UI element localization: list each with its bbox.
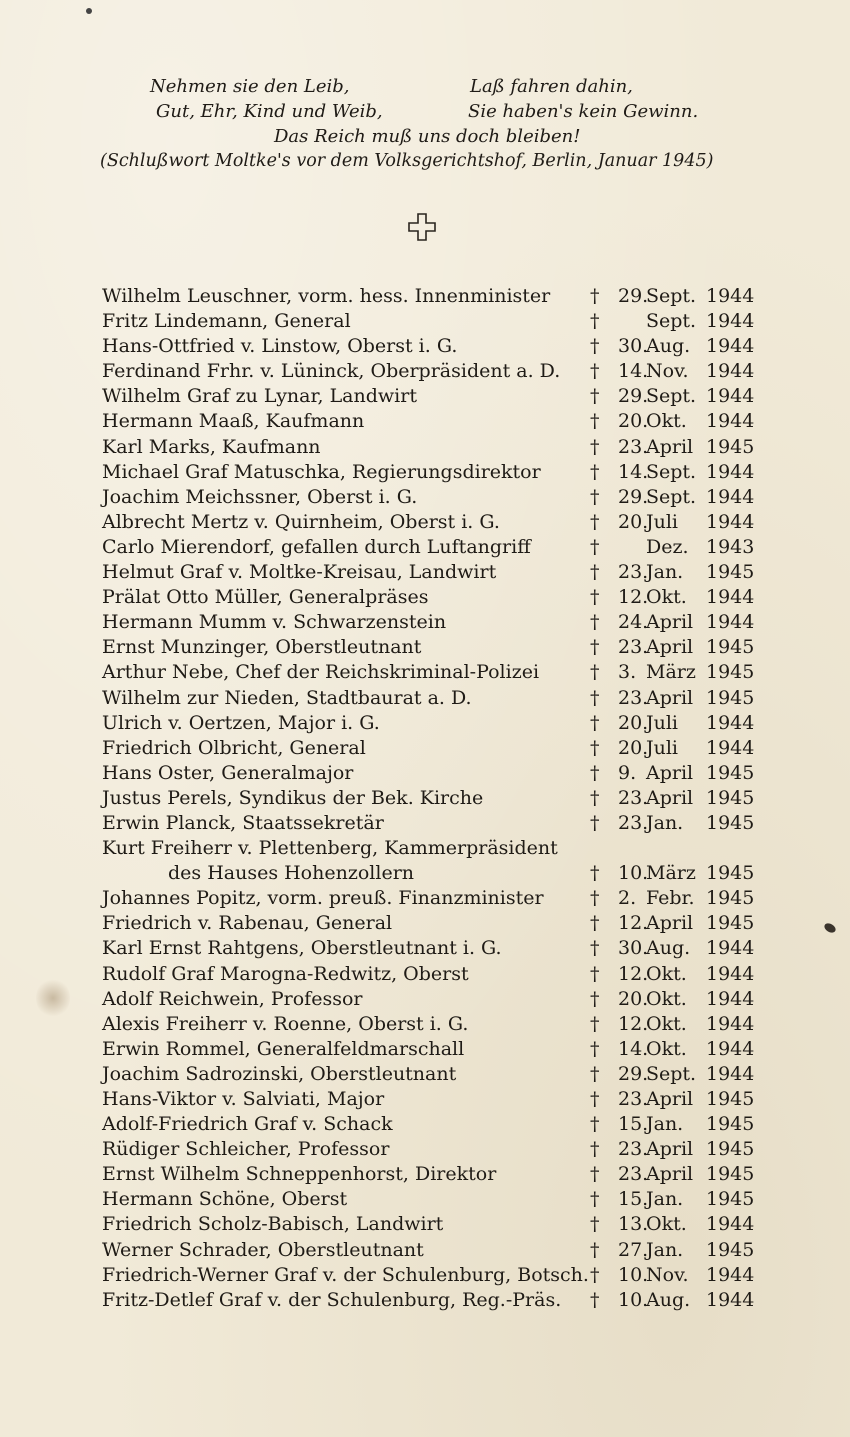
motto-line-3-text: Das Reich muß uns doch bleiben! bbox=[274, 126, 581, 147]
entry-month: April bbox=[646, 761, 694, 784]
entry-day: 30. bbox=[618, 937, 649, 960]
entry-month: Febr. bbox=[646, 887, 695, 910]
entry-day: 15. bbox=[618, 1188, 649, 1211]
entry-name: Ulrich v. Oertzen, Major i. G. bbox=[102, 711, 380, 734]
entry-month: Aug. bbox=[646, 937, 691, 960]
entry-year: 1944 bbox=[706, 485, 755, 508]
entry-day: 23. bbox=[618, 435, 649, 458]
entry-month: März bbox=[646, 862, 696, 885]
dagger-icon: † bbox=[590, 811, 600, 834]
entry-year: 1944 bbox=[706, 611, 755, 634]
memorial-entry bbox=[98, 409, 768, 434]
entry-name: Fritz Lindemann, General bbox=[102, 310, 351, 333]
entry-year: 1945 bbox=[706, 435, 755, 458]
memorial-entry bbox=[98, 460, 768, 485]
memorial-entry bbox=[98, 1137, 768, 1162]
dagger-icon: † bbox=[590, 435, 600, 458]
entry-day: 23. bbox=[618, 1088, 649, 1110]
entry-year: 1944 bbox=[706, 1012, 755, 1035]
entry-name: Adolf-Friedrich Graf v. Schack bbox=[102, 1113, 393, 1136]
memorial-entry bbox=[98, 660, 768, 685]
entry-year: 1944 bbox=[706, 285, 755, 307]
entry-year: 1944 bbox=[706, 410, 755, 433]
entry-name: Arthur Nebe, Chef der Reichskriminal-Polizei bbox=[102, 661, 540, 684]
entry-name: Wilhelm Graf zu Lynar, Landwirt bbox=[102, 385, 417, 408]
entry-year: 1945 bbox=[706, 1188, 755, 1211]
memorial-entry bbox=[98, 284, 768, 309]
entry-name: Erwin Rommel, Generalfeldmarschall bbox=[102, 1037, 465, 1060]
entry-day: 14. bbox=[618, 460, 649, 483]
entry-year: 1944 bbox=[706, 310, 755, 333]
dagger-icon: † bbox=[590, 1088, 600, 1110]
dagger-icon: † bbox=[590, 1037, 600, 1060]
entry-day: 24. bbox=[618, 611, 649, 634]
entry-day: 23. bbox=[618, 811, 649, 834]
entry-month: April bbox=[646, 435, 694, 458]
entry-month: Okt. bbox=[646, 586, 687, 609]
dagger-icon: † bbox=[590, 335, 600, 358]
entry-year: 1944 bbox=[706, 460, 755, 483]
memorial-entry bbox=[98, 1087, 768, 1112]
entry-name: Karl Ernst Rahtgens, Oberstleutnant i. G. bbox=[102, 937, 502, 960]
memorial-entry bbox=[98, 535, 768, 560]
entry-day: 29. bbox=[618, 1062, 649, 1085]
entry-name: Rudolf Graf Marogna-Redwitz, Oberst bbox=[102, 962, 469, 985]
entry-month: Aug. bbox=[646, 1288, 691, 1311]
dagger-icon: † bbox=[590, 1138, 600, 1161]
memorial-entry bbox=[98, 962, 768, 987]
entry-name: Hermann Maaß, Kaufmann bbox=[102, 410, 365, 433]
dagger-icon: † bbox=[590, 485, 600, 508]
entry-day: 13. bbox=[618, 1213, 649, 1236]
dagger-icon: † bbox=[590, 1163, 600, 1186]
memorial-entry bbox=[98, 836, 768, 861]
dagger-icon: † bbox=[590, 1012, 600, 1035]
motto-line-1 bbox=[100, 74, 780, 99]
entry-day: 12. bbox=[618, 912, 649, 935]
entry-month: Jan. bbox=[646, 561, 684, 584]
entry-month: April bbox=[646, 686, 694, 709]
entry-year: 1945 bbox=[706, 561, 755, 584]
dagger-icon: † bbox=[590, 561, 600, 584]
entry-year: 1945 bbox=[706, 1238, 755, 1261]
motto-line-1-left: Nehmen sie den Leib, bbox=[150, 76, 350, 97]
entry-day: 2. bbox=[618, 887, 637, 910]
entry-month: Okt. bbox=[646, 1037, 687, 1060]
entry-day: 23. bbox=[618, 636, 649, 659]
motto-attribution-text: (Schlußwort Moltke's vor dem Volksgerichtshof, Berlin, Januar 1945) bbox=[100, 151, 714, 171]
memorial-entry bbox=[98, 334, 768, 359]
entry-name: Rüdiger Schleicher, Professor bbox=[102, 1138, 390, 1161]
motto-attribution bbox=[100, 149, 780, 174]
entry-month: Jan. bbox=[646, 1238, 684, 1261]
entry-day: 15. bbox=[618, 1113, 649, 1136]
entry-name: Helmut Graf v. Moltke-Kreisau, Landwirt bbox=[102, 561, 497, 584]
entry-year: 1944 bbox=[706, 962, 755, 985]
cross-icon bbox=[407, 212, 437, 242]
entry-year: 1944 bbox=[706, 937, 755, 960]
entry-day: 29. bbox=[618, 385, 649, 408]
entry-month: April bbox=[646, 912, 694, 935]
memorial-entry bbox=[98, 686, 768, 711]
memorial-entry bbox=[98, 560, 768, 585]
entry-month: Sept. bbox=[646, 460, 697, 483]
entry-name: Ernst Munzinger, Oberstleutnant bbox=[102, 636, 422, 659]
dagger-icon: † bbox=[590, 1188, 600, 1211]
memorial-list bbox=[98, 284, 768, 1313]
entry-name: Justus Perels, Syndikus der Bek. Kirche bbox=[102, 786, 484, 809]
entry-month: Okt. bbox=[646, 962, 687, 985]
entry-day: 10. bbox=[618, 1288, 649, 1311]
entry-month: Aug. bbox=[646, 335, 691, 358]
memorial-entry bbox=[98, 761, 768, 786]
dagger-icon: † bbox=[590, 987, 600, 1010]
entry-month: April bbox=[646, 611, 694, 634]
entry-year: 1944 bbox=[706, 1037, 755, 1060]
dagger-icon: † bbox=[590, 385, 600, 408]
entry-year: 1944 bbox=[706, 1062, 755, 1085]
entry-year: 1945 bbox=[706, 1138, 755, 1161]
dagger-icon: † bbox=[590, 285, 600, 307]
entry-day: 10. bbox=[618, 862, 649, 885]
entry-year: 1944 bbox=[706, 1288, 755, 1311]
entry-name: Hans Oster, Generalmajor bbox=[102, 761, 354, 784]
entry-month: Sept. bbox=[646, 485, 697, 508]
entry-name: Michael Graf Matuschka, Regierungsdirektor bbox=[102, 460, 541, 483]
dagger-icon: † bbox=[590, 410, 600, 433]
entry-month: April bbox=[646, 1088, 694, 1110]
entry-name: Werner Schrader, Oberstleutnant bbox=[102, 1238, 424, 1261]
entry-year: 1945 bbox=[706, 661, 755, 684]
entry-day: 23. bbox=[618, 786, 649, 809]
entry-day: 23. bbox=[618, 686, 649, 709]
entry-year: 1945 bbox=[706, 1113, 755, 1136]
entry-day: 12. bbox=[618, 586, 649, 609]
entry-month: Nov. bbox=[646, 1263, 689, 1286]
entry-day: 23. bbox=[618, 561, 649, 584]
entry-month: April bbox=[646, 636, 694, 659]
memorial-entry bbox=[98, 1288, 768, 1313]
entry-day: 20. bbox=[618, 510, 649, 533]
entry-name: Friedrich-Werner Graf v. der Schulenburg, Botsch. bbox=[102, 1263, 589, 1286]
entry-name: Karl Marks, Kaufmann bbox=[102, 435, 321, 458]
dagger-icon: † bbox=[590, 1263, 600, 1286]
entry-day: 27. bbox=[618, 1238, 649, 1261]
dagger-icon: † bbox=[590, 611, 600, 634]
entry-day: 29. bbox=[618, 485, 649, 508]
memorial-entry bbox=[98, 711, 768, 736]
entry-day: 12. bbox=[618, 962, 649, 985]
memorial-entry bbox=[98, 585, 768, 610]
entry-name: Friedrich Olbricht, General bbox=[102, 736, 366, 759]
dagger-icon: † bbox=[590, 686, 600, 709]
entry-year: 1944 bbox=[706, 385, 755, 408]
entry-year: 1945 bbox=[706, 887, 755, 910]
entry-year: 1945 bbox=[706, 761, 755, 784]
dagger-icon: † bbox=[590, 1062, 600, 1085]
memorial-entry bbox=[98, 1112, 768, 1137]
entry-year: 1944 bbox=[706, 987, 755, 1010]
dagger-icon: † bbox=[590, 310, 600, 333]
entry-month: Sept. bbox=[646, 385, 697, 408]
entry-name: Kurt Freiherr v. Plettenberg, Kammerpräsident bbox=[102, 837, 558, 860]
memorial-entry bbox=[98, 359, 768, 384]
entry-name: Ferdinand Frhr. v. Lüninck, Oberpräsident a. D. bbox=[102, 360, 561, 383]
entry-name: Friedrich Scholz-Babisch, Landwirt bbox=[102, 1213, 444, 1236]
motto-line-2 bbox=[100, 99, 780, 124]
memorial-entry bbox=[98, 384, 768, 409]
memorial-entry bbox=[98, 485, 768, 510]
entry-name: Albrecht Mertz v. Quirnheim, Oberst i. G. bbox=[102, 510, 500, 533]
dagger-icon: † bbox=[590, 912, 600, 935]
dagger-icon: † bbox=[590, 1238, 600, 1261]
memorial-entry bbox=[98, 936, 768, 961]
ink-mark bbox=[823, 922, 837, 935]
dagger-icon: † bbox=[590, 360, 600, 383]
entry-year: 1945 bbox=[706, 686, 755, 709]
dagger-icon: † bbox=[590, 962, 600, 985]
dagger-icon: † bbox=[590, 786, 600, 809]
memorial-entry bbox=[98, 610, 768, 635]
entry-name: Ernst Wilhelm Schneppenhorst, Direktor bbox=[102, 1163, 497, 1186]
entry-month: Okt. bbox=[646, 987, 687, 1010]
entry-month: April bbox=[646, 786, 694, 809]
entry-year: 1944 bbox=[706, 736, 755, 759]
entry-name: Joachim Meichssner, Oberst i. G. bbox=[102, 485, 418, 508]
entry-day: 23. bbox=[618, 1138, 649, 1161]
entry-name: Erwin Planck, Staatssekretär bbox=[102, 811, 384, 834]
entry-day: 20. bbox=[618, 736, 649, 759]
dagger-icon: † bbox=[590, 661, 600, 684]
entry-month: Nov. bbox=[646, 360, 689, 383]
memorial-entry bbox=[98, 1238, 768, 1263]
entry-month: Okt. bbox=[646, 1012, 687, 1035]
entry-month: Okt. bbox=[646, 1213, 687, 1236]
dagger-icon: † bbox=[590, 636, 600, 659]
ink-dot bbox=[86, 8, 92, 14]
entry-month: Sept. bbox=[646, 1062, 697, 1085]
entry-year: 1944 bbox=[706, 360, 755, 383]
entry-name: Hermann Mumm v. Schwarzenstein bbox=[102, 611, 447, 634]
entry-month: Juli bbox=[646, 510, 679, 533]
entry-day: 14. bbox=[618, 360, 649, 383]
entry-name: Hans-Viktor v. Salviati, Major bbox=[102, 1088, 385, 1110]
entry-year: 1943 bbox=[706, 535, 755, 558]
memorial-entry bbox=[98, 811, 768, 836]
dagger-icon: † bbox=[590, 761, 600, 784]
dagger-icon: † bbox=[590, 736, 600, 759]
entry-name: Johannes Popitz, vorm. preuß. Finanzminister bbox=[102, 887, 544, 910]
dagger-icon: † bbox=[590, 862, 600, 885]
memorial-entry bbox=[98, 736, 768, 761]
motto-line-3 bbox=[100, 124, 780, 149]
entry-day: 20. bbox=[618, 410, 649, 433]
dagger-icon: † bbox=[590, 586, 600, 609]
dagger-icon: † bbox=[590, 711, 600, 734]
entry-day: 3. bbox=[618, 661, 637, 684]
entry-day: 12. bbox=[618, 1012, 649, 1035]
entry-name: Friedrich v. Rabenau, General bbox=[102, 912, 393, 935]
memorial-entry bbox=[98, 1037, 768, 1062]
memorial-entry bbox=[98, 510, 768, 535]
memorial-entry bbox=[98, 1212, 768, 1237]
entry-year: 1945 bbox=[706, 912, 755, 935]
dagger-icon: † bbox=[590, 937, 600, 960]
dagger-icon: † bbox=[590, 1288, 600, 1311]
memorial-entry bbox=[98, 1162, 768, 1187]
entry-year: 1945 bbox=[706, 1163, 755, 1186]
entry-name: des Hauses Hohenzollern bbox=[168, 862, 415, 885]
memorial-entry bbox=[98, 1012, 768, 1037]
dagger-icon: † bbox=[590, 887, 600, 910]
entry-day: 20. bbox=[618, 711, 649, 734]
memorial-entry bbox=[98, 886, 768, 911]
memorial-entry bbox=[98, 911, 768, 936]
entry-month: Jan. bbox=[646, 811, 684, 834]
motto-line-2-right: Sie haben's kein Gewinn. bbox=[468, 101, 699, 122]
entry-year: 1945 bbox=[706, 1088, 755, 1110]
entry-month: Dez. bbox=[646, 535, 689, 558]
paper-stain bbox=[36, 978, 70, 1018]
entry-name: Wilhelm zur Nieden, Stadtbaurat a. D. bbox=[102, 686, 472, 709]
entry-month: Sept. bbox=[646, 310, 697, 333]
entry-day: 9. bbox=[618, 761, 637, 784]
entry-year: 1944 bbox=[706, 335, 755, 358]
entry-name: Alexis Freiherr v. Roenne, Oberst i. G. bbox=[102, 1012, 469, 1035]
entry-name: Hermann Schöne, Oberst bbox=[102, 1188, 348, 1211]
dagger-icon: † bbox=[590, 460, 600, 483]
memorial-entry bbox=[98, 435, 768, 460]
entry-name: Carlo Mierendorf, gefallen durch Luftangriff bbox=[102, 535, 531, 558]
motto-block bbox=[100, 74, 780, 174]
entry-month: März bbox=[646, 661, 696, 684]
entry-month: Sept. bbox=[646, 285, 697, 307]
memorial-entry bbox=[98, 987, 768, 1012]
dagger-icon: † bbox=[590, 1113, 600, 1136]
entry-year: 1944 bbox=[706, 1263, 755, 1286]
memorial-entry bbox=[98, 309, 768, 334]
entry-name: Joachim Sadrozinski, Oberstleutnant bbox=[102, 1062, 457, 1085]
entry-month: Juli bbox=[646, 711, 679, 734]
memorial-entry bbox=[98, 1263, 768, 1288]
memorial-entry bbox=[98, 861, 768, 886]
memorial-entry bbox=[98, 1187, 768, 1212]
entry-year: 1944 bbox=[706, 586, 755, 609]
entry-day: 30. bbox=[618, 335, 649, 358]
entry-year: 1945 bbox=[706, 636, 755, 659]
dagger-icon: † bbox=[590, 535, 600, 558]
entry-year: 1944 bbox=[706, 510, 755, 533]
motto-line-1-right: Laß fahren dahin, bbox=[470, 76, 633, 97]
entry-name: Prälat Otto Müller, Generalpräses bbox=[102, 586, 429, 609]
entry-year: 1945 bbox=[706, 862, 755, 885]
entry-month: April bbox=[646, 1138, 694, 1161]
entry-year: 1944 bbox=[706, 1213, 755, 1236]
entry-year: 1944 bbox=[706, 711, 755, 734]
entry-month: Juli bbox=[646, 736, 679, 759]
entry-year: 1945 bbox=[706, 811, 755, 834]
entry-name: Adolf Reichwein, Professor bbox=[102, 987, 363, 1010]
entry-month: Okt. bbox=[646, 410, 687, 433]
entry-name: Hans-Ottfried v. Linstow, Oberst i. G. bbox=[102, 335, 458, 358]
entry-year: 1945 bbox=[706, 786, 755, 809]
entry-day: 10. bbox=[618, 1263, 649, 1286]
memorial-entry bbox=[98, 1062, 768, 1087]
memorial-entry bbox=[98, 786, 768, 811]
entry-day: 20. bbox=[618, 987, 649, 1010]
dagger-icon: † bbox=[590, 510, 600, 533]
dagger-icon: † bbox=[590, 1213, 600, 1236]
entry-name: Fritz-Detlef Graf v. der Schulenburg, Reg.-Präs. bbox=[102, 1288, 562, 1311]
entry-name: Wilhelm Leuschner, vorm. hess. Innenminister bbox=[102, 285, 551, 307]
entry-day: 23. bbox=[618, 1163, 649, 1186]
entry-month: April bbox=[646, 1163, 694, 1186]
memorial-entry bbox=[98, 635, 768, 660]
entry-month: Jan. bbox=[646, 1188, 684, 1211]
entry-month: Jan. bbox=[646, 1113, 684, 1136]
motto-line-2-left: Gut, Ehr, Kind und Weib, bbox=[156, 101, 383, 122]
entry-day: 14. bbox=[618, 1037, 649, 1060]
entry-day: 29. bbox=[618, 285, 649, 307]
